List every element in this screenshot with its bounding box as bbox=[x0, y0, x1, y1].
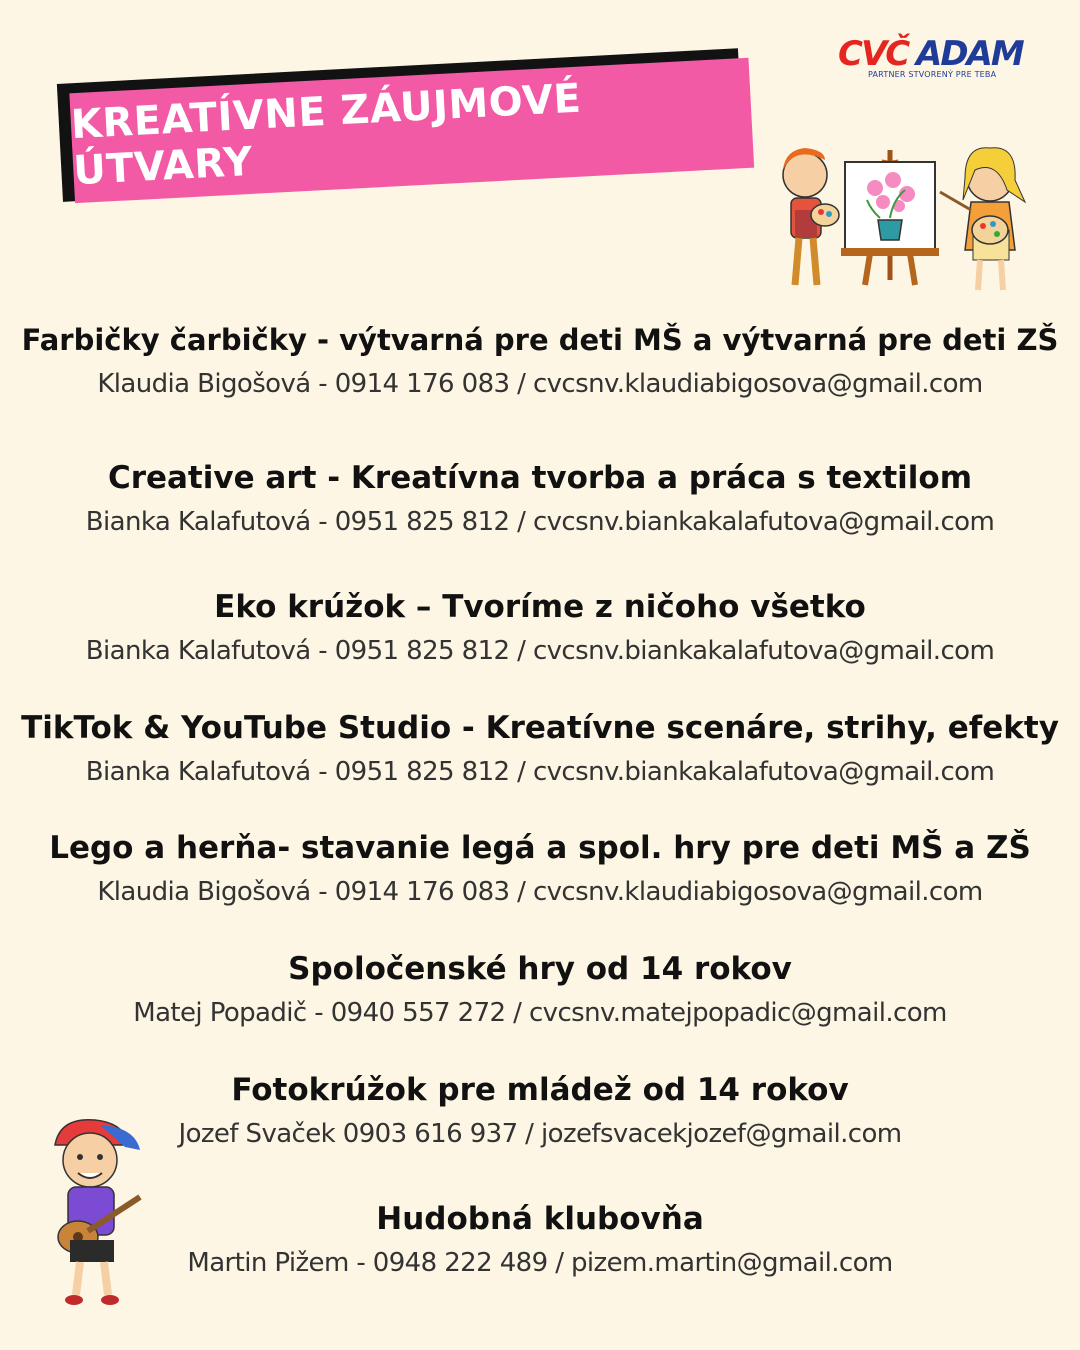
activity-contact: Bianka Kalafutová - 0951 825 812 / cvcsnv.biankakalafutova@gmail.com bbox=[85, 636, 995, 666]
logo-cvc-text: CVČ bbox=[838, 34, 909, 74]
activity-title: Eko krúžok – Tvoríme z ničoho všetko bbox=[214, 589, 866, 625]
list-item bbox=[0, 1199, 1080, 1281]
list-item bbox=[0, 458, 1080, 540]
activity-contact: Jozef Svaček 0903 616 937 / jozefsvacekjozef@gmail.com bbox=[178, 1119, 902, 1149]
activity-contact: Klaudia Bigošová - 0914 176 083 / cvcsnv.klaudiabigosova@gmail.com bbox=[97, 369, 983, 399]
list-item bbox=[0, 587, 1080, 669]
activity-contact: Matej Popadič - 0940 557 272 / cvcsnv.matejpopadic@gmail.com bbox=[133, 998, 947, 1028]
logo-adam-text: ADAM bbox=[916, 34, 1023, 74]
kids-painting-icon bbox=[775, 140, 1045, 300]
list-item bbox=[0, 828, 1080, 910]
activity-contact: Martin Pižem - 0948 222 489 / pizem.martin@gmail.com bbox=[187, 1248, 893, 1278]
activity-title: Farbičky čarbičky - výtvarná pre deti MŠ a výtvarná pre deti ZŠ bbox=[21, 323, 1059, 357]
activity-contact: Klaudia Bigošová - 0914 176 083 / cvcsnv.klaudiabigosova@gmail.com bbox=[97, 877, 983, 907]
list-item bbox=[0, 320, 1080, 402]
list-item bbox=[0, 1070, 1080, 1152]
activity-title: Fotokrúžok pre mládež od 14 rokov bbox=[231, 1072, 849, 1108]
page-title: KREATÍVNE ZÁUJMOVÉ ÚTVARY bbox=[69, 75, 583, 195]
list-item bbox=[0, 708, 1080, 790]
activity-contact: Bianka Kalafutová - 0951 825 812 / cvcsnv.biankakalafutova@gmail.com bbox=[85, 507, 995, 537]
activity-title: Spoločenské hry od 14 rokov bbox=[288, 951, 792, 987]
activity-title: Hudobná klubovňa bbox=[376, 1201, 704, 1237]
logo-tagline: PARTNER STVORENÝ PRE TEBA bbox=[868, 70, 997, 79]
activity-title: TikTok & YouTube Studio - Kreatívne scenáre, strihy, efekty bbox=[21, 710, 1059, 746]
activity-title: Creative art - Kreatívna tvorba a práca s textilom bbox=[107, 460, 973, 496]
title-banner bbox=[56, 31, 763, 217]
activity-contact: Bianka Kalafutová - 0951 825 812 / cvcsnv.biankakalafutova@gmail.com bbox=[85, 757, 995, 787]
cvc-adam-logo bbox=[838, 32, 1028, 80]
list-item bbox=[0, 949, 1080, 1031]
activity-title: Lego a herňa- stavanie legá a spol. hry pre deti MŠ a ZŠ bbox=[49, 830, 1031, 866]
